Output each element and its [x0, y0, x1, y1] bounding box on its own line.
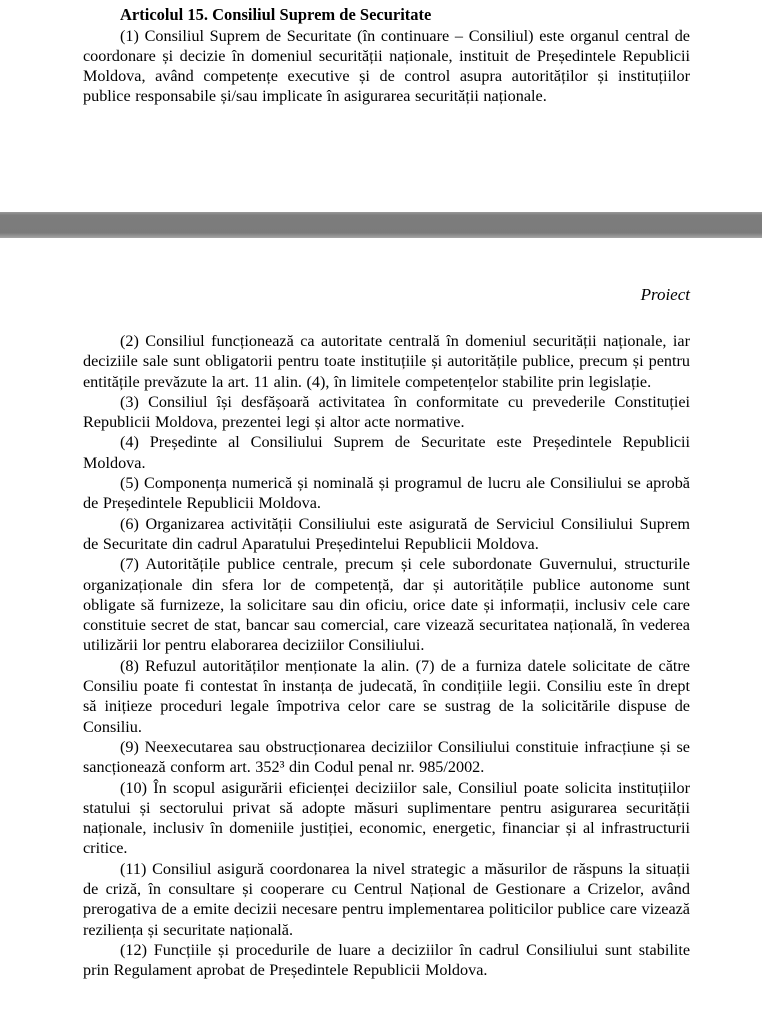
paragraph-7: (7) Autoritățile publice centrale, precum și cele subordonate Guvernului, structurile organizaționale din sfera lor de competență, dar și autoritățile publice autonome sunt obligate să furnizeze, la solicitare sau din oficiu, orice date și informații, inclusiv cele care constituie secret de stat, bancar sau comercial, care vizează securitatea națională, în vederea utilizării lor pentru elaborarea deciziilor Consiliului.: [83, 555, 690, 655]
page-separator-band: [0, 212, 762, 238]
paragraph-10: (10) În scopul asigurării eficienței deciziilor sale, Consiliul poate solicita instituțiilor statului și sectorului privat să adopte măsuri suplimentare pentru asigurarea securității naționale, inclusiv în domeniile justiției, economic, energetic, financiar și al infrastructurii critice.: [83, 778, 690, 858]
paragraph-4: (4) Președinte al Consiliului Suprem de Securitate este Președintele Republicii Moldova.: [83, 433, 690, 472]
paragraph-6: (6) Organizarea activității Consiliului este asigurată de Serviciul Consiliului Suprem de Securitate din cadrul Aparatului Președintelui Republicii Moldova.: [83, 514, 690, 553]
paragraph-12: (12) Funcțiile și procedurile de luare a deciziilor în cadrul Consiliului sunt stabilite prin Regulament aprobat de Președintele Republicii Moldova.: [83, 940, 690, 980]
article-heading: Articolul 15. Consiliul Suprem de Securitate: [120, 5, 432, 24]
page1-content: [83, 5, 690, 107]
paragraph-9: (9) Neexecutarea sau obstrucționarea deciziilor Consiliului constituie infracțiune și se sancționează conform art. 352³ din Codul penal nr. 985/2002.: [83, 737, 690, 777]
paragraph-11: (11) Consiliul asigură coordonarea la nivel strategic a măsurilor de răspuns la situații de criză, în consultare și cooperare cu Centrul Național de Gestionare a Crizelor, având prerogativa de a emite decizii necesare pentru implementarea politicilor publice care vizează reziliența și securitate națională.: [83, 859, 690, 939]
proiect-corner-label: Proiect: [640, 285, 690, 304]
paragraph-5: (5) Componența numerică și nominală și programul de lucru ale Consiliului se aprobă de Președintele Republicii Moldova.: [83, 474, 690, 513]
paragraph-8: (8) Refuzul autorităților menționate la alin. (7) de a furniza datele solicitate de către Consiliu poate fi contestat în instanța de judecată, în condițiile legii. Consiliu este în drept să inițieze proceduri legale împotriva celor care se sustrag de la solicitările dispuse de Consiliu.: [83, 656, 690, 736]
paragraph-3: (3) Consiliul își desfășoară activitatea în conformitate cu prevederile Constituției Republicii Moldova, prezentei legi și altor acte normative.: [83, 392, 690, 432]
paragraph-2: (2) Consiliul funcționează ca autoritate centrală în domeniul securității naționale, iar deciziile sale sunt obligatorii pentru toate instituțiile și autoritățile publice, precum și pentru entitățile prevăzute la art. 11 alin. (4), în limitele competențelor stabilite prin legislație.: [83, 332, 690, 391]
page2-content: [83, 331, 690, 981]
paragraph-1: (1) Consiliul Suprem de Securitate (în continuare – Consiliul) este organul central de coordonare și decizie în domeniul securității naționale, instituit de Președintele Republicii Moldova, având competențe executive și de control asupra autorităților și instituțiilor publice responsabile și/sau implicate în asigurarea securității naționale.: [83, 26, 690, 106]
